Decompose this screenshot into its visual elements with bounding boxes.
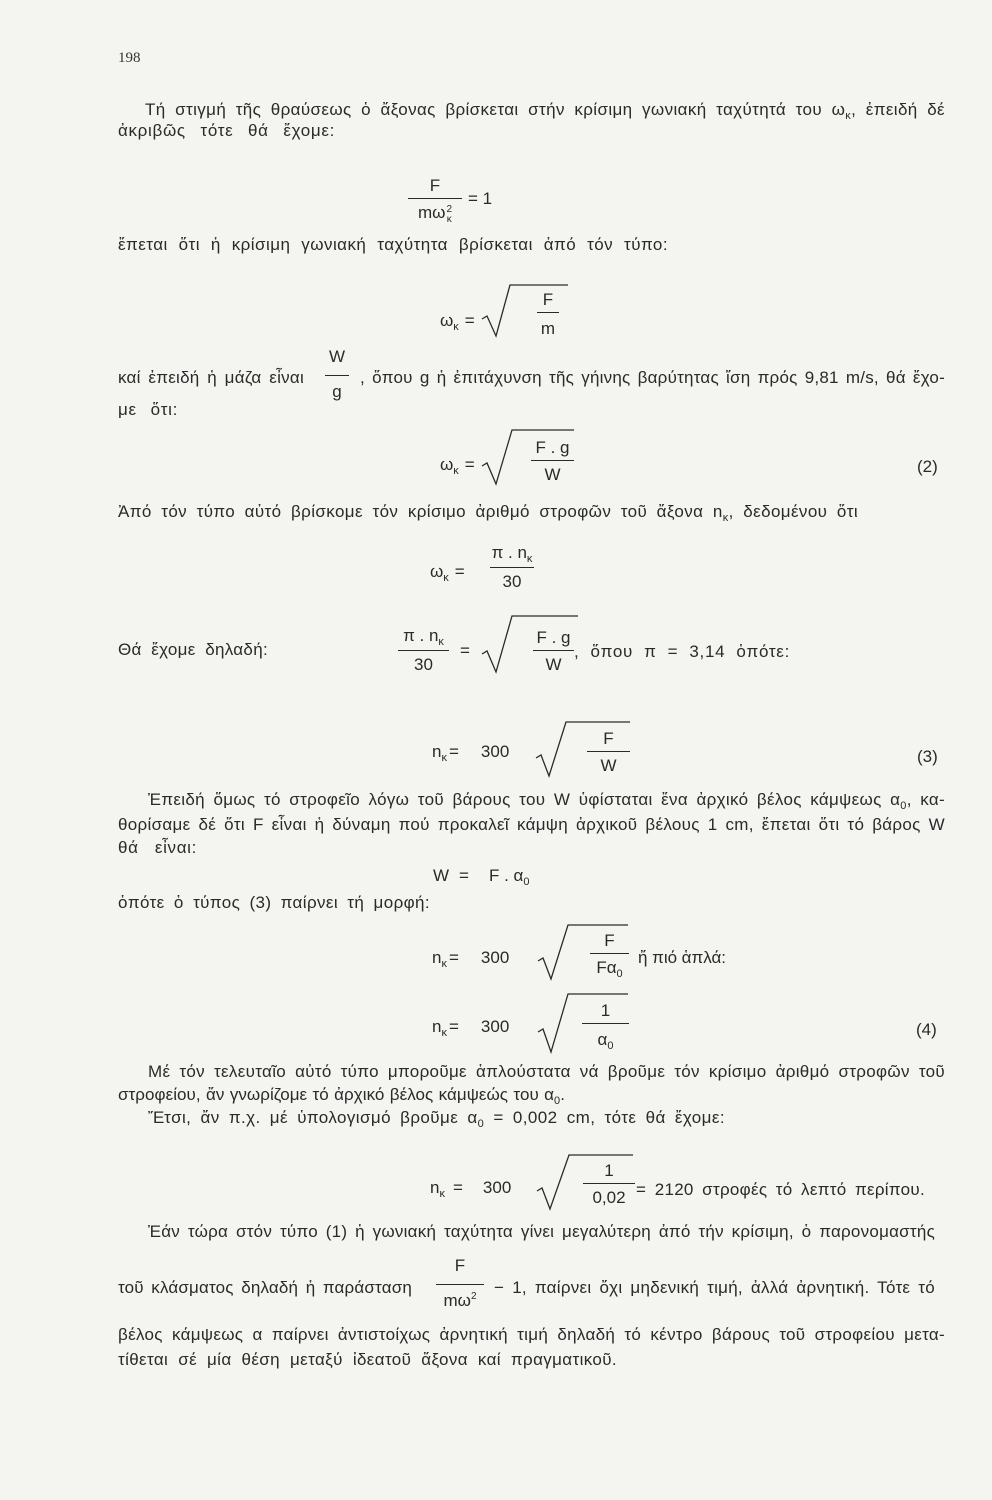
text-line (118, 502, 858, 524)
denominator: W (544, 465, 561, 484)
subscript: 0 (616, 968, 623, 980)
subscript: 0 (523, 876, 530, 888)
text-line: Ἐάν τώρα στόν τύπο (1) ἡ γωνιακή ταχύτητα γίνει μεγαλύτερη ἀπό τήν κρίσιμη, ὁ παρονομαστής (148, 1222, 935, 1241)
fraction (325, 347, 349, 402)
subscript: κ (441, 1027, 447, 1039)
subscript: 0 (900, 800, 907, 812)
denominator: W (600, 756, 617, 775)
equation-label: (3) (917, 747, 938, 766)
equation-lhs (432, 948, 509, 970)
text-line: Θά ἔχομε δηλαδή: (118, 640, 268, 659)
subscript: κ (438, 636, 444, 648)
numerator: F . g (531, 438, 574, 461)
text-line: − 1, παίρνει ὄχι μηδενική τιμή, ἀλλά ἀρνητική. Τότε τό (494, 1278, 935, 1297)
text-segment: Ἐπειδή ὅμως τό στροφεῖο λόγω τοῦ βάρους του W ὑφίσταται ἕνα ἀρχικό βέλος κάμψεως α (148, 790, 901, 809)
text-line (148, 790, 945, 812)
equation-lhs (440, 311, 475, 333)
fraction (436, 1256, 484, 1314)
text-segment: Ἀπό τόν τύπο αὐτό βρίσκομε τόν κρίσιμο ἀριθμό στροφῶν τοῦ ἄξονα n (118, 502, 723, 521)
subscript: κ (526, 553, 533, 565)
fraction (582, 1001, 629, 1052)
fraction (533, 628, 574, 675)
denominator: W (545, 655, 562, 674)
fraction (587, 729, 630, 776)
numerator: F (436, 1256, 484, 1285)
text-line: θά εἶναι: (118, 838, 197, 857)
numerator (490, 543, 534, 568)
coefficient: 300 (480, 948, 510, 967)
text-line: ἔπεται ὅτι ἡ κρίσιμη γωνιακή ταχύτητα βρίσκεται ἀπό τόν τύπο: (118, 235, 668, 254)
text-segment: στροφείου, ἄν γνωρίζομε τό ἀρχικό βέλος κάμψεώς του α (118, 1085, 555, 1104)
denominator: g (332, 382, 342, 401)
subscript: κ (722, 512, 729, 524)
symbol: ω (430, 562, 444, 581)
numerator: 1 (582, 1001, 629, 1024)
numerator: W (325, 347, 349, 376)
text-line: καί ἐπειδή ἡ μάζα εἶναι (118, 368, 304, 387)
text-segment: , κα- (906, 790, 946, 809)
denominator: 30 (414, 655, 433, 674)
coefficient: 300 (482, 1178, 512, 1197)
sup-sub-stack (446, 205, 452, 225)
subscript: κ (845, 110, 852, 122)
text-line (118, 1085, 565, 1107)
text-line: , ὅπου π = 3,14 ὁπότε: (574, 642, 790, 661)
numerator: F . g (533, 628, 574, 651)
symbol: n (432, 742, 442, 761)
coefficient: 300 (480, 742, 510, 761)
equals-sign: = (454, 562, 465, 581)
denominator-text: Fα (596, 958, 617, 977)
superscript: 2 (446, 204, 452, 215)
symbol: n (432, 1017, 442, 1036)
text-line: Μέ τόν τελευταῖο αὐτό τύπο μποροῦμε ἁπλούστατα νά βροῦμε τόν κρίσιμο ἀριθμό στροφῶν τοῦ (148, 1062, 945, 1081)
denominator (408, 199, 462, 225)
numerator: F (408, 176, 462, 199)
denominator-base: mω (418, 203, 446, 222)
equals-sign: = (448, 1017, 459, 1036)
subscript: κ (439, 1188, 445, 1200)
numerator-text: π . n (491, 543, 527, 562)
subscript: κ (453, 321, 459, 333)
subscript: 0 (607, 1040, 614, 1052)
text-line (145, 100, 945, 122)
equation-rhs: = 2120 στροφές τό λεπτό περίπου. (636, 1180, 925, 1199)
symbol: n (430, 1178, 440, 1197)
equals-sign: = (464, 455, 475, 474)
rhs-text: F . α (489, 866, 524, 885)
equals-sign: = (460, 641, 470, 660)
equation-label: (4) (916, 1020, 937, 1039)
equation-lhs (440, 455, 475, 477)
text-line: , ὅπου g ἡ ἐπιτάχυνση τῆς γήινης βαρύτητας ἴση πρός 9,81 m/s, θά ἔχο- (360, 368, 945, 387)
fraction (583, 1161, 635, 1208)
equals-sign: = (459, 866, 469, 885)
denominator: 0,02 (592, 1188, 626, 1207)
denominator-text: α (597, 1030, 608, 1049)
numerator-text: π . n (403, 626, 439, 645)
equation-lhs (432, 1017, 509, 1039)
text-segment: = 0,002 cm, τότε θά ἔχομε: (484, 1108, 725, 1127)
text-segment: , δεδομένου ὅτι (728, 502, 858, 521)
text-line: με ὅτι: (118, 400, 178, 419)
text-line (148, 1108, 725, 1130)
denominator: m (540, 319, 556, 338)
superscript: 2 (470, 1291, 477, 1302)
text-line: ὁπότε ὁ τύπος (3) παίρνει τή μορφή: (118, 893, 430, 912)
numerator: F (587, 729, 630, 752)
subscript: κ (441, 752, 447, 764)
equals-sign: = (448, 742, 459, 761)
equation-rhs (489, 866, 530, 888)
denominator-text: mω (443, 1291, 471, 1310)
symbol: ω (440, 311, 454, 330)
equation-label: (2) (917, 457, 938, 476)
subscript: κ (446, 214, 452, 225)
denominator (582, 1024, 629, 1052)
fraction (531, 438, 574, 485)
numerator: F (590, 931, 629, 954)
symbol: W (433, 866, 450, 885)
numerator: 1 (583, 1161, 635, 1184)
equation-lhs (432, 742, 509, 764)
text-line: ἤ πιό ἁπλά: (638, 948, 726, 967)
text-line: βέλος κάμψεως α παίρνει ἀντιστοίχως ἀρνητική τιμή δηλαδή τό κέντρο βάρους τοῦ στροφείου μετα- (118, 1325, 945, 1344)
denominator (590, 954, 629, 980)
text-segment: Ἔτσι, ἄν π.χ. μέ ὑπολογισμό βροῦμε α (148, 1108, 478, 1127)
subscript: 0 (477, 1118, 485, 1130)
fraction (398, 626, 449, 675)
subscript: κ (453, 465, 459, 477)
fraction (408, 176, 462, 225)
text-line: ἀκριβῶς τότε θά ἔχομε: (118, 121, 335, 140)
equation-lhs (433, 866, 469, 886)
subscript: 0 (554, 1095, 561, 1107)
text-line: τίθεται σέ μία θέση μεταξύ ἰδεατοῦ ἄξονα καί πραγματικοῦ. (118, 1350, 617, 1369)
numerator: F (537, 290, 559, 313)
symbol: n (432, 948, 442, 967)
equation-lhs (430, 1178, 511, 1200)
symbol: ω (440, 455, 454, 474)
equation-rhs: = 1 (468, 189, 493, 208)
fraction (590, 931, 629, 980)
fraction (490, 543, 534, 592)
denominator: 30 (502, 572, 522, 591)
equation-lhs (430, 562, 465, 584)
subscript: κ (443, 572, 449, 584)
text-line: θορίσαμε δέ ὅτι F εἶναι ἡ δύναμη πού προκαλεῖ κάμψη ἀρχικοῦ βέλους 1 cm, ἔπεται ὅτι τό βάρος W (118, 815, 945, 834)
coefficient: 300 (480, 1017, 510, 1036)
text-segment: . (560, 1085, 565, 1104)
text-segment: , ἐπειδή δέ (851, 100, 945, 119)
equals-sign: = (448, 948, 459, 967)
denominator (436, 1285, 484, 1314)
equals-sign: = (452, 1178, 463, 1197)
subscript: κ (441, 958, 447, 970)
fraction (537, 290, 559, 339)
equals-sign: = (464, 311, 475, 330)
page-number: 198 (118, 50, 141, 66)
text-line: τοῦ κλάσματος δηλαδή ἡ παράσταση (118, 1278, 412, 1297)
numerator (398, 626, 449, 651)
text-segment: Τή στιγμή τῆς θραύσεως ὁ ἄξονας βρίσκεται στήν κρίσιμη γωνιακή ταχύτητά του ω (145, 100, 846, 119)
